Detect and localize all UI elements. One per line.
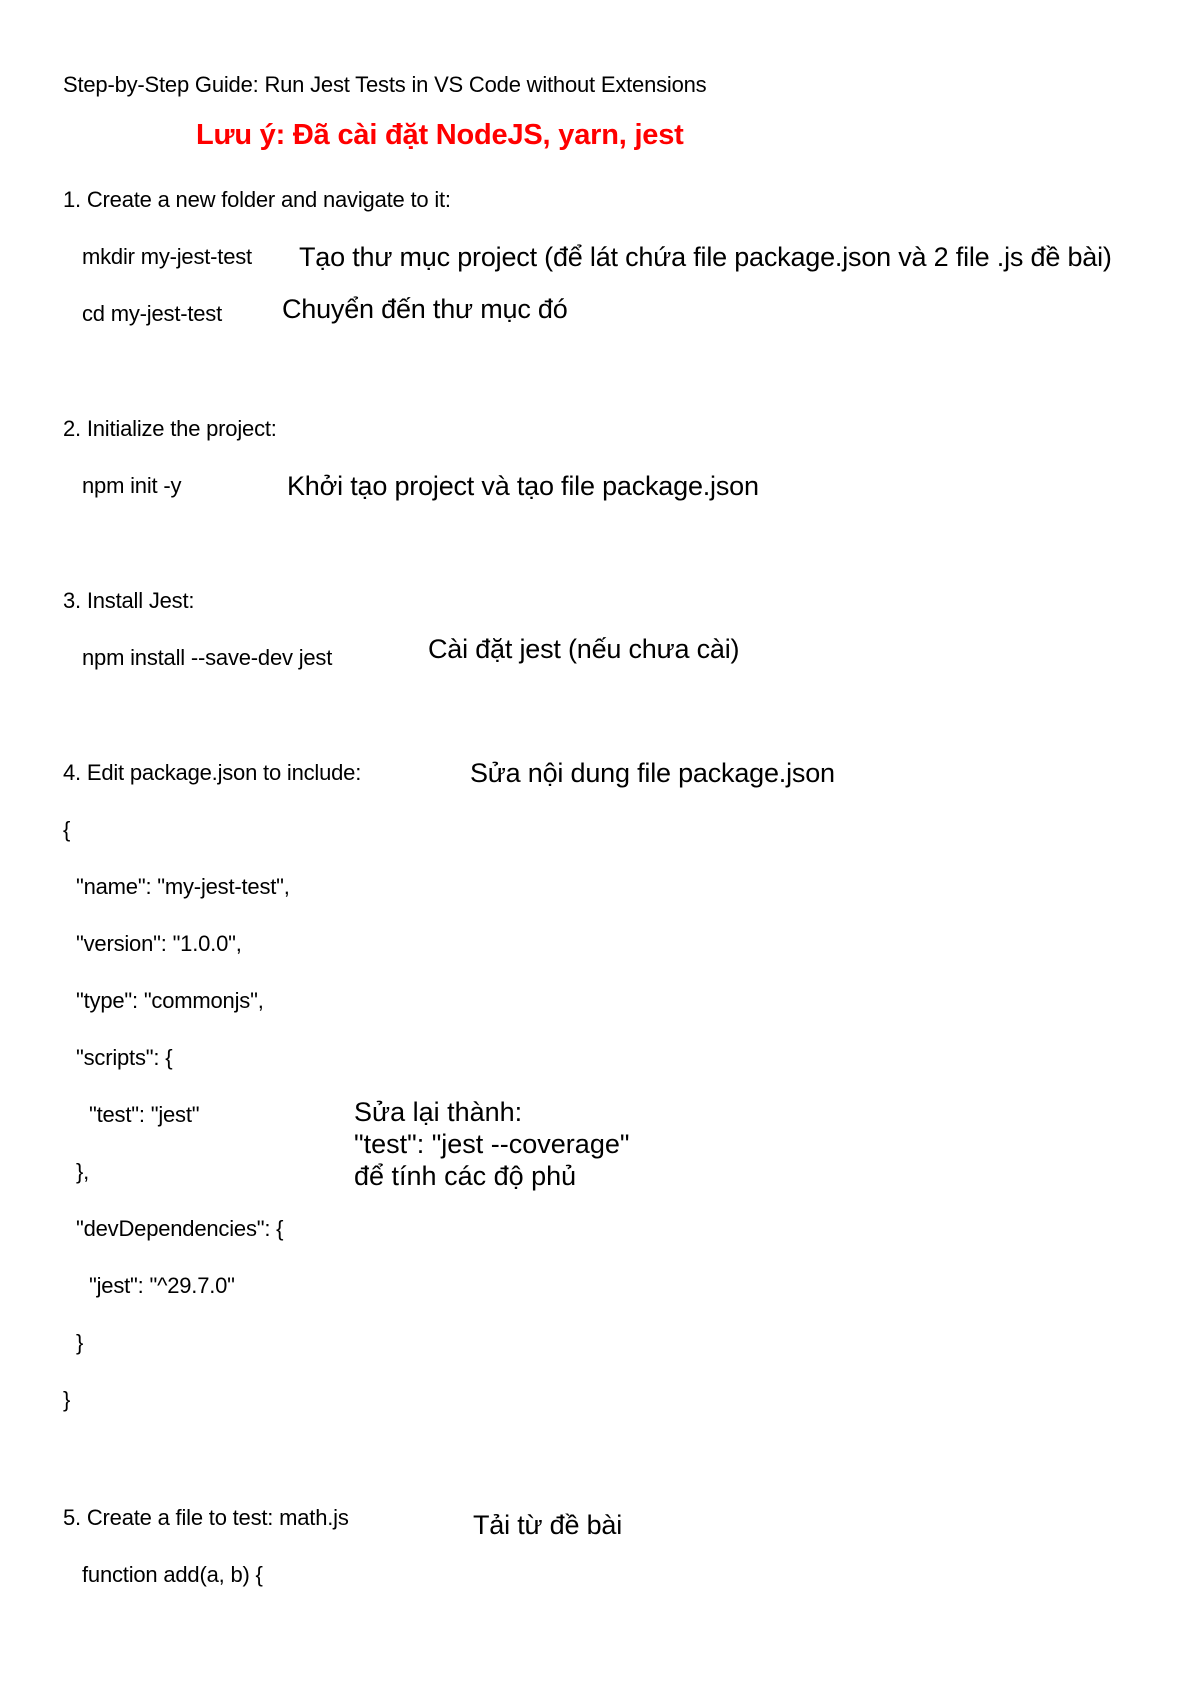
step4-heading-note: Sửa nội dung file package.json xyxy=(470,758,835,788)
step5-heading-note: Tải từ đề bài xyxy=(473,1510,623,1540)
step3-command-note: Cài đặt jest (nếu chưa cài) xyxy=(428,634,740,664)
annotation-line: để tính các độ phủ xyxy=(354,1161,577,1191)
prerequisite-note: Lưu ý: Đã cài đặt NodeJS, yarn, jest xyxy=(196,119,684,151)
code-line: "scripts": { xyxy=(76,1045,173,1070)
step3-heading: 3. Install Jest: xyxy=(63,588,195,613)
step3-command: npm install --save-dev jest xyxy=(82,645,333,670)
code-line: "jest": "^29.7.0" xyxy=(89,1273,235,1298)
document-title: Step-by-Step Guide: Run Jest Tests in VS Code without Extensions xyxy=(63,72,707,97)
step5-heading: 5. Create a file to test: math.js xyxy=(63,1505,349,1530)
step2-command: npm init -y xyxy=(82,473,182,498)
code-line: } xyxy=(63,1387,71,1412)
code-line: } xyxy=(76,1330,84,1355)
step1-command-mkdir-note: Tạo thư mục project (để lát chứa file package.json và 2 file .js đề bài) xyxy=(299,242,1112,272)
code-line: }, xyxy=(76,1159,90,1184)
annotation-line: Sửa lại thành: xyxy=(354,1097,523,1127)
scripts-annotation xyxy=(354,1096,629,1192)
step1-command-cd-note: Chuyển đến thư mục đó xyxy=(282,294,568,324)
step1-command-mkdir: mkdir my-jest-test xyxy=(82,244,252,269)
code-line: "version": "1.0.0", xyxy=(76,931,242,956)
step2-heading: 2. Initialize the project: xyxy=(63,416,277,441)
step2-command-note: Khởi tạo project và tạo file package.json xyxy=(287,471,759,501)
code-line: { xyxy=(63,817,71,842)
step1-heading: 1. Create a new folder and navigate to it: xyxy=(63,187,451,212)
step1-command-cd: cd my-jest-test xyxy=(82,301,223,326)
code-line: "devDependencies": { xyxy=(76,1216,284,1241)
code-line: "test": "jest" xyxy=(89,1102,200,1127)
annotation-line: "test": "jest --coverage" xyxy=(354,1129,630,1159)
code-line: "type": "commonjs", xyxy=(76,988,264,1013)
code-line: function add(a, b) { xyxy=(82,1562,263,1587)
step4-heading: 4. Edit package.json to include: xyxy=(63,760,362,785)
code-line: "name": "my-jest-test", xyxy=(76,874,290,899)
